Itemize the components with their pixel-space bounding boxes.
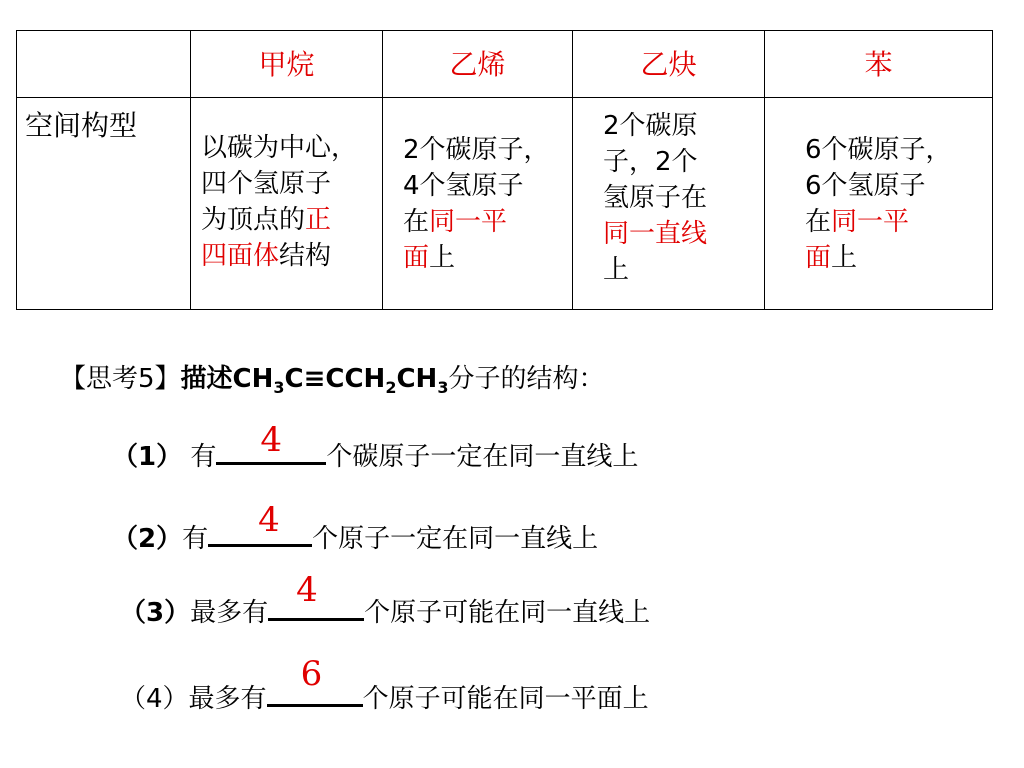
comparison-table xyxy=(16,30,993,310)
answer-blank-3[interactable] xyxy=(268,570,364,621)
answer-3: 4 xyxy=(296,570,318,610)
answer-2: 4 xyxy=(258,500,280,540)
methane-cell: 以碳为中心， 四个氢原子 为顶点的正 四面体结构 xyxy=(191,98,383,310)
header-empty xyxy=(17,31,191,98)
answer-blank-4[interactable] xyxy=(267,654,363,707)
row-label: 空间构型 xyxy=(17,98,191,310)
answer-1: 4 xyxy=(260,420,282,460)
header-acetylene: 乙炔 xyxy=(573,31,765,98)
acetylene-cell: 2个碳原 子，2个 氢原子在 同一直线 上 xyxy=(573,98,765,310)
answer-4: 6 xyxy=(300,654,323,694)
item-2: （2）有 4 个原子一定在同一直线上 xyxy=(112,500,599,554)
item-3: （3）最多有 4 个原子可能在同一直线上 xyxy=(120,570,651,628)
header-benzene: 苯 xyxy=(765,31,993,98)
item-4: （4）最多有 6 个原子可能在同一平面上 xyxy=(120,654,649,714)
think-question: 【思考5】描述$CH_3C\equiv CCH_2CH_3$分子的结构： xyxy=(60,364,605,397)
answer-blank-2[interactable] xyxy=(208,500,312,547)
answer-blank-1[interactable] xyxy=(216,420,326,465)
header-ethylene: 乙烯 xyxy=(383,31,573,98)
item-1: （1） 有 4 个碳原子一定在同一直线上 xyxy=(112,420,639,472)
benzene-cell: 6个碳原子， 6个氢原子 在同一平 面上 xyxy=(765,98,993,310)
header-methane: 甲烷 xyxy=(191,31,383,98)
header-row xyxy=(17,31,993,98)
structure-row xyxy=(17,98,993,310)
ethylene-cell: 2个碳原子， 4个氢原子 在同一平 面上 xyxy=(383,98,573,310)
